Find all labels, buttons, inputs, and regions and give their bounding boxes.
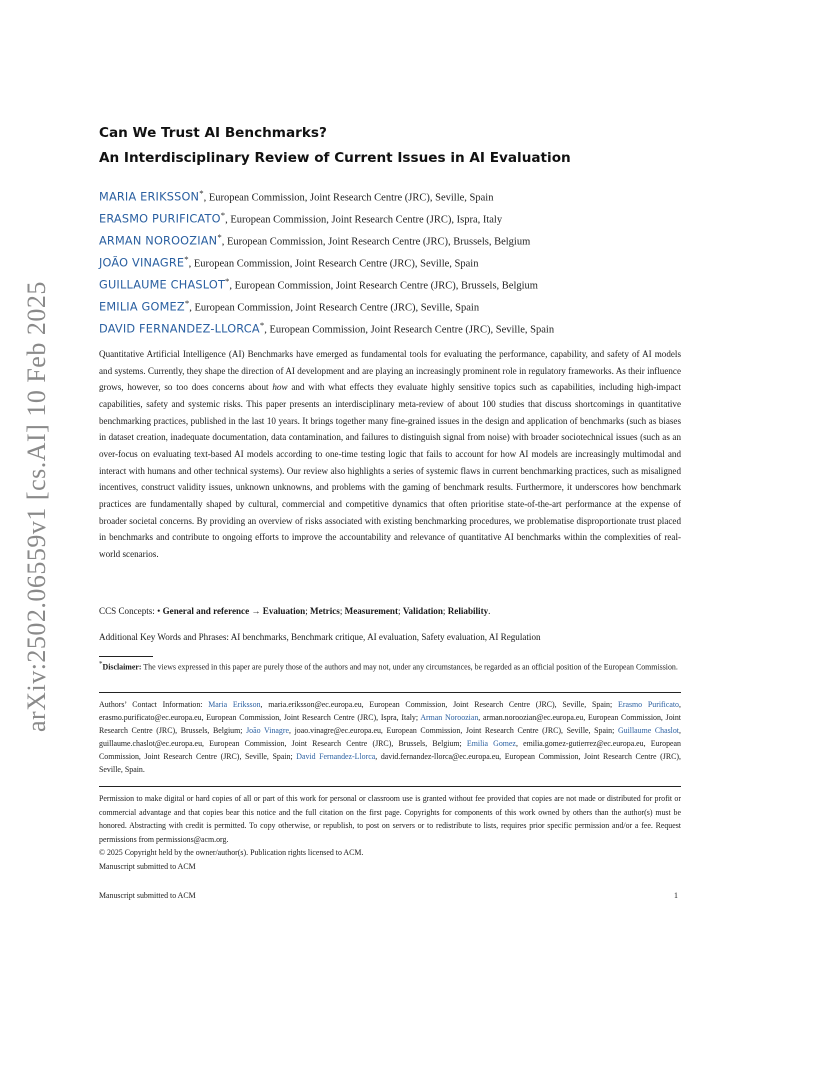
author-affiliation: , European Commission, Joint Research Centre (JRC), Brussels, Belgium xyxy=(229,280,538,292)
author-affiliation: , European Commission, Joint Research Centre (JRC), Seville, Spain xyxy=(188,258,479,270)
contact-author-link[interactable]: Guillaume Chaslot xyxy=(617,726,679,736)
contact-author-link[interactable]: David Fernandez-Llorca xyxy=(296,752,376,762)
footnote-rule xyxy=(99,656,153,657)
ccs-separator: ; xyxy=(398,606,403,616)
contact-details: , guillaume.chaslot@ec.europa.eu, European Commission, Joint Research Centre (JRC), Brussels, Belgium; xyxy=(99,726,681,749)
author-line xyxy=(99,226,699,248)
ccs-term: Measurement xyxy=(344,606,398,616)
contact-details: , emilia.gomez-gutierrez@ec.europa.eu, European Commission, Joint Research Centre (JRC), Seville, Spain; xyxy=(99,739,681,762)
author-footnote-mark: * xyxy=(259,320,265,330)
abstract-text: Quantitative Artificial Intelligence (AI) Benchmarks have emerged as fundamental tools for evaluating the performance, capability, and safety of AI models and systems. Currently, they shape the direction of AI development and are playing an increasingly prominent role in regulatory frameworks. As their influence grows, however, so too does concerns about xyxy=(99,349,681,393)
author-line xyxy=(99,270,699,292)
contact-details: , erasmo.purificato@ec.europa.eu, European Commission, Joint Research Centre (JRC), Ispra, Italy; xyxy=(99,700,681,723)
abstract xyxy=(99,346,681,563)
author-affiliation: , European Commission, Joint Research Centre (JRC), Ispra, Italy xyxy=(225,214,503,226)
author-affiliation: , European Commission, Joint Research Centre (JRC), Seville, Spain xyxy=(264,324,555,336)
author-footnote-mark: * xyxy=(184,298,190,308)
permission-top-rule xyxy=(99,786,681,787)
contact-details: , joao.vinagre@ec.europa.eu, European Commission, Joint Research Centre (JRC), Seville, Spain; xyxy=(288,726,618,736)
author-name[interactable]: EMILIA GOMEZ xyxy=(99,300,185,314)
author-line xyxy=(99,204,699,226)
contact-author-link[interactable]: Maria Eriksson xyxy=(208,700,261,709)
permission-notice: Permission to make digital or hard copies of all or part of this work for personal or classroom use is granted without fee provided that copies are not made or distributed for profit or commercial advantage and that copies bear this notice and the full citation on the first page. Copyrights for components of this work owned by others than the author(s) must be honored. Abstracting with credit is permitted. To copy otherwise, or republish, to post on servers or to redistribute to lists, requires prior specific permission and/or a fee. Request permissions from permissions@acm.org. xyxy=(99,794,681,844)
ccs-term: Validation xyxy=(402,606,443,616)
author-line xyxy=(99,248,699,270)
contact-author-link[interactable]: Emilia Gomez xyxy=(466,739,516,749)
ccs-separator: ; xyxy=(442,606,448,616)
author-affiliation: , European Commission, Joint Research Centre (JRC), Seville, Spain xyxy=(189,302,480,314)
contact-details: , arman.noroozian@ec.europa.eu, European Commission, Joint Research Centre (JRC), Brussels, Belgium; xyxy=(99,713,681,736)
author-line xyxy=(99,292,699,314)
author-name[interactable]: MARIA ERIKSSON xyxy=(99,190,200,204)
abstract-text: and with what effects they evaluate highly sensitive topics such as capabilities, including high-impact capabilities, safety and systemic risks. This paper presents an interdisciplinary meta-review of about 100 studies that discuss shortcomings in quantitative benchmarking practices, published in the last 10 years. It brings together many fine-grained issues in the design and application of benchmarks (such as biases in dataset creation, inadequate documentation, data contamination, and failures to distinguish signal from noise) with broader sociotechnical issues (such as an over-focus on evaluating text-based AI models according to one-time testing logic that fails to account for how AI models are increasingly multimodal and interact with humans and other technical systems). Our review also highlights a series of systemic flaws in current benchmarking practices, such as misaligned incentives, construct validity issues, unknown unknowns, and problems with the gaming of benchmark results. Furthermore, it underscores how benchmark practices are fundamentally shaped by cultural, commercial and competitive dynamics that often prioritise state-of-the-art performance at the expense of broader societal concerns. By providing an overview of risks associated with existing benchmarking procedures, we problematise disproportionate trust placed in benchmarks and contribute to ongoing efforts to improve the accountability and relevance of quantitative AI benchmarks within the complexities of real-world scenarios. xyxy=(99,382,681,559)
ccs-term: Reliability xyxy=(447,606,489,616)
author-footnote-mark: * xyxy=(225,276,230,286)
ccs-separator: ; xyxy=(339,606,345,616)
author-line xyxy=(99,314,699,336)
author-name[interactable]: DAVID FERNANDEZ-LLORCA xyxy=(99,322,260,336)
author-affiliation: , European Commission, Joint Research Centre (JRC), Brussels, Belgium xyxy=(221,236,531,248)
author-affiliation: , European Commission, Joint Research Centre (JRC), Seville, Spain xyxy=(203,192,494,204)
footnote-mark: * xyxy=(99,660,103,668)
ccs-separator: . xyxy=(488,606,491,616)
contact-author-link[interactable]: Erasmo Purificato xyxy=(618,700,680,709)
contact-top-rule xyxy=(99,692,681,693)
author-name[interactable]: ERASMO PURIFICATO xyxy=(99,212,221,226)
arxiv-identifier-stamp: arXiv:2502.06559v1 [cs.AI] 10 Feb 2025 xyxy=(22,281,51,732)
ccs-term: Metrics xyxy=(310,606,340,616)
author-name[interactable]: ARMAN NOROOZIAN xyxy=(99,234,218,248)
contact-details: , maria.eriksson@ec.europa.eu, European Commission, Joint Research Centre (JRC), Seville, Spain; xyxy=(260,700,618,709)
ccs-separator: ; xyxy=(305,606,311,616)
ccs-term: General and reference → Evaluation xyxy=(162,606,306,616)
contact-details: , david.fernandez-llorca@ec.europa.eu, European Commission, Joint Research Centre (JRC), Seville, Spain. xyxy=(99,752,681,775)
author-footnote-mark: * xyxy=(199,188,204,198)
disclaimer-label: Disclaimer: xyxy=(102,662,142,672)
author-name[interactable]: JOÃO VINAGRE xyxy=(99,256,185,270)
contact-author-link[interactable]: João Vinagre xyxy=(246,726,289,736)
page-number: 1 xyxy=(674,891,678,900)
disclaimer-text: The views expressed in this paper are purely those of the authors and may not, under any circumstances, be regarded as an official position of the European Commission. xyxy=(141,662,678,672)
page-footer-left: Manuscript submitted to ACM xyxy=(99,891,196,900)
abstract-emphasis: how xyxy=(272,382,288,393)
paper-title-line-1: Can We Trust AI Benchmarks? xyxy=(99,125,327,141)
author-line xyxy=(99,182,699,204)
author-name[interactable]: GUILLAUME CHASLOT xyxy=(99,278,226,292)
manuscript-note: Manuscript submitted to ACM xyxy=(99,862,196,871)
ccs-label: CCS Concepts: • xyxy=(99,606,163,616)
copyright-notice: © 2025 Copyright held by the owner/author(s). Publication rights licensed to ACM. xyxy=(99,848,364,857)
contact-author-link[interactable]: Arman Noroozian xyxy=(420,713,479,723)
paper-title-line-2: An Interdisciplinary Review of Current Issues in AI Evaluation xyxy=(99,150,571,166)
ccs-concepts xyxy=(99,606,490,616)
disclaimer-footnote xyxy=(99,659,681,673)
additional-keywords: Additional Key Words and Phrases: AI benchmarks, Benchmark critique, AI evaluation, Safety evaluation, AI Regulation xyxy=(99,632,541,642)
author-footnote-mark: * xyxy=(184,254,189,264)
author-footnote-mark: * xyxy=(220,210,226,220)
author-list xyxy=(99,182,699,336)
contact-lead: Authors’ Contact Information: xyxy=(99,700,209,709)
author-footnote-mark: * xyxy=(217,232,222,242)
authors-contact-information xyxy=(99,698,681,777)
